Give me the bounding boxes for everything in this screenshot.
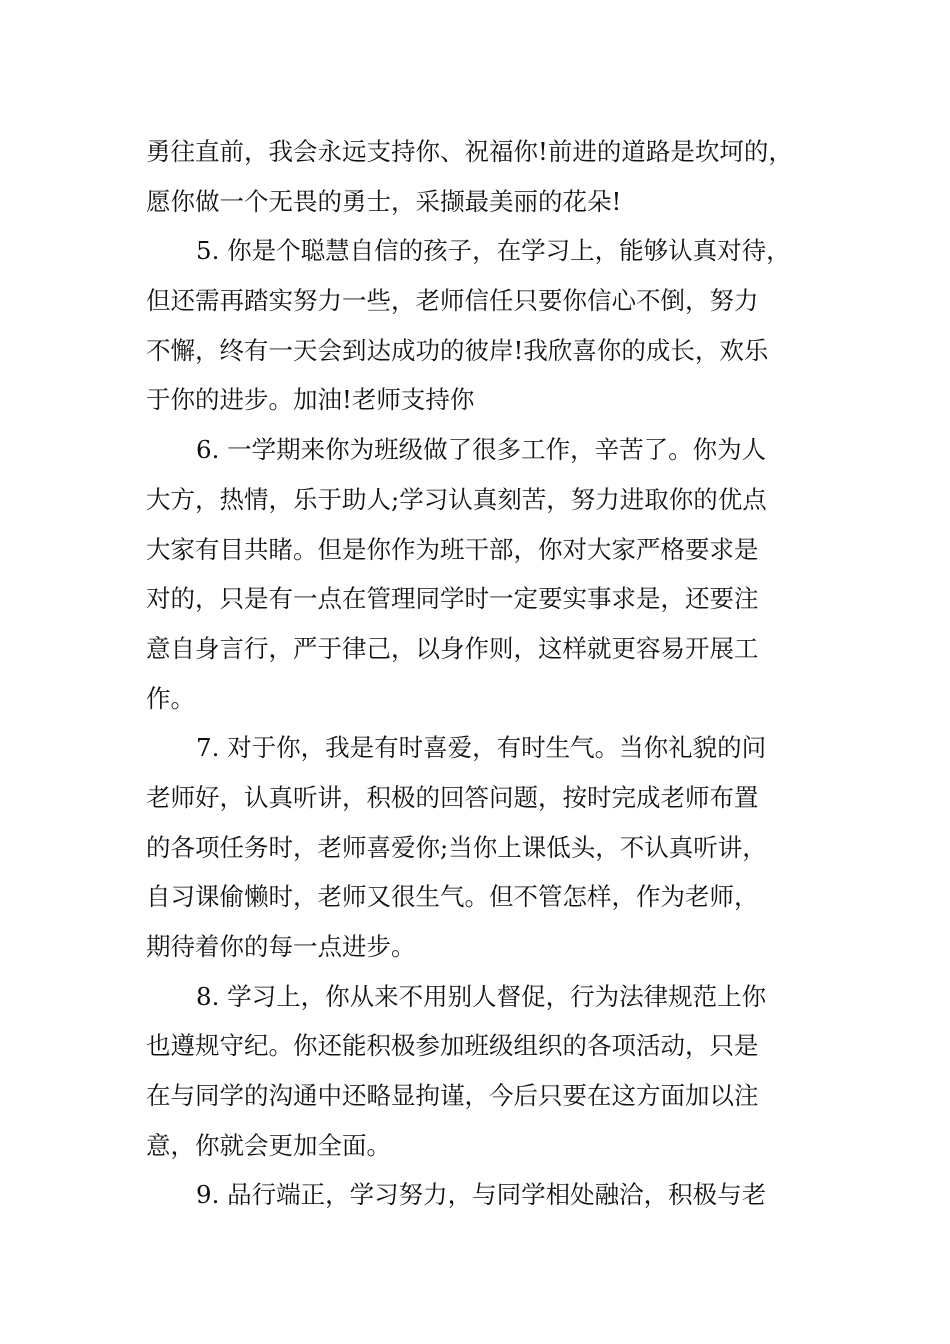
text-line: 但还需再踏实努力一些，老师信任只要你信心不倒，努力 [146, 286, 759, 316]
text-line: 对的，只是有一点在管理同学时一定要实事求是，还要注 [146, 584, 759, 614]
text-line: 也遵规守纪。你还能积极参加班级组织的各项活动，只是 [146, 1031, 759, 1061]
text-line: 不懈，终有一天会到达成功的彼岸!我欣喜你的成长，欢乐 [146, 335, 769, 365]
text-line: 自习课偷懒时，老师又很生气。但不管怎样，作为老师， [146, 882, 759, 912]
text-line: 老师好，认真听讲，积极的回答问题，按时完成老师布置 [146, 782, 759, 812]
text-line: 5. 你是个聪慧自信的孩子，在学习上，能够认真对待， [196, 236, 791, 266]
text-line: 7. 对于你，我是有时喜爱，有时生气。当你礼貌的问 [196, 733, 767, 763]
text-line: 勇往直前，我会永远支持你、祝福你!前进的道路是坎坷的， [146, 137, 793, 166]
text-line: 9. 品行端正，学习努力，与同学相处融洽，积极与老 [196, 1180, 767, 1210]
text-line: 6. 一学期来你为班级做了很多工作，辛苦了。你为人 [196, 435, 767, 465]
text-line: 大方，热情，乐于助人;学习认真刻苦，努力进取你的优点 [146, 484, 767, 514]
body-text [146, 127, 826, 1220]
text-line: 大家有目共睹。但是你作为班干部，你对大家严格要求是 [146, 534, 759, 564]
text-line: 期待着你的每一点进步。 [146, 932, 416, 961]
text-line: 作。 [146, 683, 195, 713]
text-line: 于你的进步。加油!老师支持你 [146, 385, 475, 415]
text-line: 的各项任务时，老师喜爱你;当你上课低头，不认真听讲， [146, 832, 767, 862]
text-line: 8. 学习上，你从来不用别人督促，行为法律规范上你 [196, 981, 767, 1011]
text-line: 意自身言行，严于律己，以身作则，这样就更容易开展工 [146, 633, 759, 663]
text-line: 在与同学的沟通中还略显拘谨，今后只要在这方面加以注 [146, 1081, 759, 1111]
text-line: 愿你做一个无畏的勇士，采撷最美丽的花朵! [146, 186, 622, 216]
text-line: 意，你就会更加全面。 [146, 1130, 391, 1160]
